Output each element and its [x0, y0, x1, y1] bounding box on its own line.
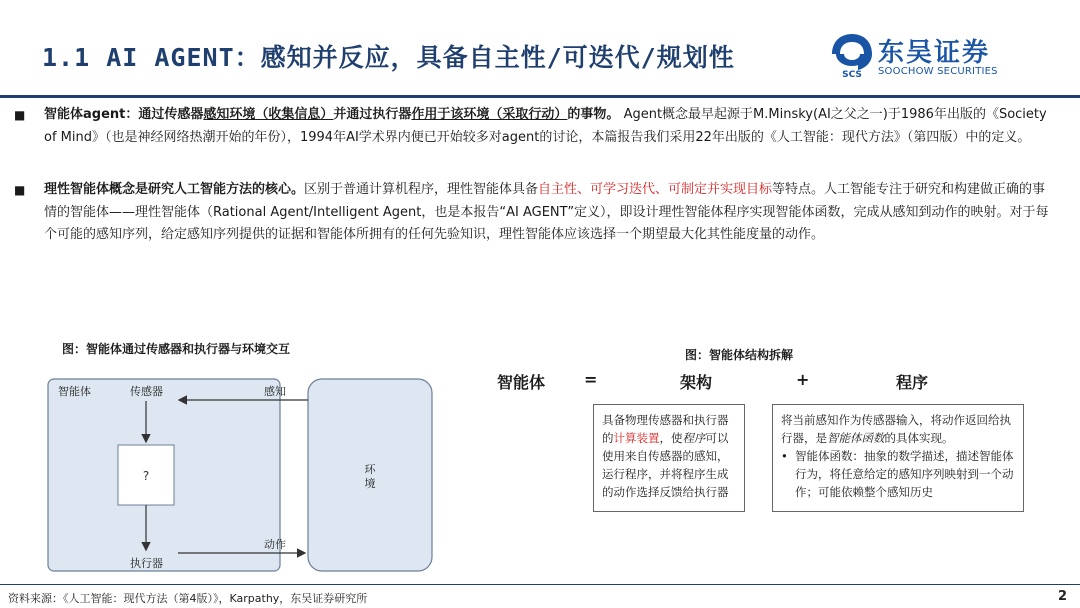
definition-mid: 并通过执行器 [333, 107, 412, 122]
logo-english-name: SOOCHOW SECURITIES [878, 66, 998, 77]
architecture-program-term: 程序 [682, 431, 706, 445]
unknown-program-label: ? [142, 469, 150, 483]
definition-act: 作用于该环境（采取行动） [411, 107, 568, 122]
rational-agent-text-a: 区别于普通计算机程序，理性智能体具备 [304, 182, 539, 197]
bullet-paragraph-1 [14, 104, 1054, 149]
sensor-label: 传感器 [130, 385, 163, 398]
environment-label [365, 463, 377, 490]
logo-name: 东吴证券 [878, 38, 991, 68]
equation-program: 程序 [896, 373, 929, 392]
definition-history: Agent概念最早起源于M.Minsky(AI之父之一)于1986年出版的《Society of Mind》（也是神经网络热潮开始的年份），1994年AI学术界内便已开始较多对agent的讨论，本篇报告我们采用22年出版的《人工智能：现代方法》（第四版）中的定义。 [44, 107, 1047, 145]
logo-mark-text: SCS [842, 70, 862, 78]
bullet-paragraph-2 [14, 179, 1054, 247]
program-bullet-row [781, 447, 1015, 501]
architecture-box [593, 404, 745, 512]
header-divider [0, 95, 1080, 98]
definition-lead: 智能体agent：通过传感器 [44, 107, 204, 122]
program-function-term: 智能体函数 [827, 431, 885, 445]
architecture-text-1: 具备物理传感器和执行器的 [602, 413, 729, 445]
program-bullet-text: 智能体函数：抽象的数学描述，描述智能体行为，将任意给定的感知序列映射到一个动作；可能依赖整个感知历史 [795, 449, 1014, 499]
equation-equals: = [584, 370, 598, 389]
rational-agent-highlight: 自主性、可学习迭代、可制定并实现目标 [538, 182, 773, 197]
actuator-label: 执行器 [130, 557, 163, 570]
program-text-2: 的具体实现。 [884, 431, 954, 445]
page-title: 1.1 AI AGENT：感知并反应，具备自主性/可迭代/规划性 [42, 43, 735, 72]
equation-architecture: 架构 [680, 373, 713, 392]
bullet-square-icon: ■ [14, 183, 26, 197]
architecture-highlight: 计算装置 [613, 431, 660, 445]
figure-left-caption: 图：智能体通过传感器和执行器与环境交互 [62, 342, 291, 356]
rational-agent-lead: 理性智能体概念是研究人工智能方法的核心。 [44, 182, 305, 197]
environment-label-line1: 环 [364, 463, 376, 476]
environment-label-line2: 境 [364, 477, 376, 490]
program-bullet-dot-icon: • [781, 449, 788, 463]
program-box [772, 404, 1024, 512]
program-text-1: 将当前感知作为传感器输入，将动作返回给执行器，是 [781, 413, 1011, 445]
agent-label: 智能体 [58, 385, 91, 398]
bullet-square-icon: ■ [14, 108, 26, 122]
footer-divider [0, 584, 1080, 585]
figure-right-caption: 图：智能体结构拆解 [685, 348, 794, 362]
logo-mark-icon [830, 32, 874, 78]
percept-label: 感知 [264, 385, 286, 398]
architecture-text-2: ，使 [659, 431, 683, 445]
definition-perceive: 感知环境（收集信息） [203, 107, 334, 122]
equation-agent: 智能体 [497, 373, 546, 392]
architecture-text-3: 可以使用来自传感器的感知，运行程序，并将程序生成的动作选择反馈给执行器 [602, 431, 729, 499]
equation-plus: + [796, 370, 810, 389]
agent-environment-diagram [46, 377, 434, 573]
action-label: 动作 [264, 538, 286, 551]
page-number: 2 [1058, 589, 1068, 604]
source-note: 资料来源：《人工智能：现代方法（第4版）》，Karpathy，东吴证券研究所 [8, 592, 368, 605]
diagram-canvas [46, 377, 434, 573]
rational-agent-text-b: 等特点。人工智能专注于研究和构建做正确的事情的智能体——理性智能体（Rational Agent/Intelligent Agent，也是本报告“AI AGENT”定义），即设计理性智能体程序实现智能体函数，完成从感知到动作的映射。对于每个可能的感知序列，给定感知序列提供的证据和智能体所拥有的任何先验知识，理性智能体应该选择一个期望最大化其性能度量的动作。 [44, 182, 1049, 242]
definition-end: 的事物。 [567, 107, 620, 122]
